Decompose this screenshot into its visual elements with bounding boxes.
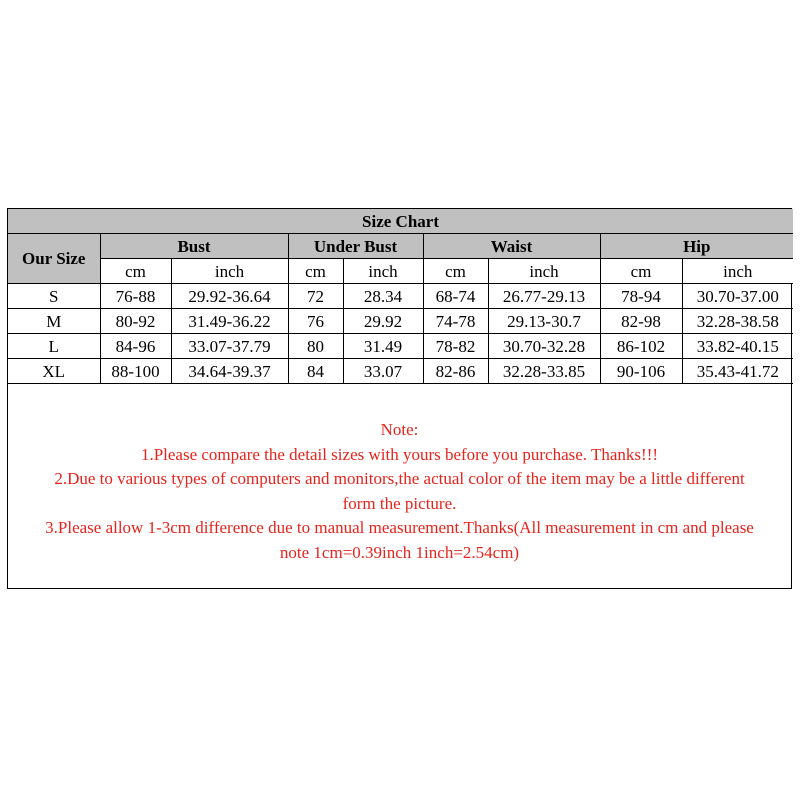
waist-header: Waist [423,234,600,259]
unit-header: inch [171,259,288,284]
table-cell: 35.43-41.72 [682,359,793,384]
table-cell: 32.28-33.85 [488,359,600,384]
unit-header: cm [600,259,682,284]
table-cell: 33.07 [343,359,423,384]
size-label: L [8,334,100,359]
table-cell: 72 [288,284,343,309]
unit-header: inch [682,259,793,284]
note-line: form the picture. [342,493,457,513]
note-heading: Note: [380,420,419,439]
table-cell: 29.13-30.7 [488,309,600,334]
table-cell: 76-88 [100,284,171,309]
size-table [8,209,793,384]
note-line: note 1cm=0.39inch 1inch=2.54cm) [279,542,520,562]
hip-header: Hip [600,234,793,259]
table-cell: 29.92 [343,309,423,334]
table-cell: 78-82 [423,334,488,359]
note-line: 2.Due to various types of computers and monitors,the actual color of the item may be a little different [54,469,745,488]
table-cell: 82-98 [600,309,682,334]
table-cell: 80-92 [100,309,171,334]
note-line: 1.Please compare the detail sizes with yours before you purchase. Thanks!!! [140,444,659,464]
table-cell: 84-96 [100,334,171,359]
table-cell: 32.28-38.58 [682,309,793,334]
bust-header: Bust [100,234,288,259]
chart-title: Size Chart [8,209,793,234]
size-label: S [8,284,100,309]
table-cell: 68-74 [423,284,488,309]
table-cell: 33.07-37.79 [171,334,288,359]
size-label: M [8,309,100,334]
table-cell: 84 [288,359,343,384]
table-cell: 86-102 [600,334,682,359]
note-line: 3.Please allow 1-3cm difference due to manual measurement.Thanks(All measurement in cm and please [45,518,754,537]
table-cell: 31.49 [343,334,423,359]
table-cell: 30.70-32.28 [488,334,600,359]
table-cell: 31.49-36.22 [171,309,288,334]
table-cell: 80 [288,334,343,359]
table-cell: 26.77-29.13 [488,284,600,309]
unit-header: cm [288,259,343,284]
our-size-header: Our Size [8,234,100,284]
table-cell: 78-94 [600,284,682,309]
table-cell: 29.92-36.64 [171,284,288,309]
note-block [8,418,791,565]
table-row [8,334,793,359]
table-row [8,359,793,384]
unit-header: cm [100,259,171,284]
unit-header: inch [488,259,600,284]
table-row [8,284,793,309]
table-cell: 74-78 [423,309,488,334]
table-cell: 82-86 [423,359,488,384]
table-cell: 88-100 [100,359,171,384]
table-row [8,309,793,334]
table-cell: 30.70-37.00 [682,284,793,309]
table-cell: 28.34 [343,284,423,309]
size-chart [7,208,792,589]
unit-header: cm [423,259,488,284]
unit-header: inch [343,259,423,284]
table-cell: 33.82-40.15 [682,334,793,359]
size-label: XL [8,359,100,384]
table-cell: 34.64-39.37 [171,359,288,384]
table-cell: 90-106 [600,359,682,384]
under-bust-header: Under Bust [288,234,423,259]
table-cell: 76 [288,309,343,334]
